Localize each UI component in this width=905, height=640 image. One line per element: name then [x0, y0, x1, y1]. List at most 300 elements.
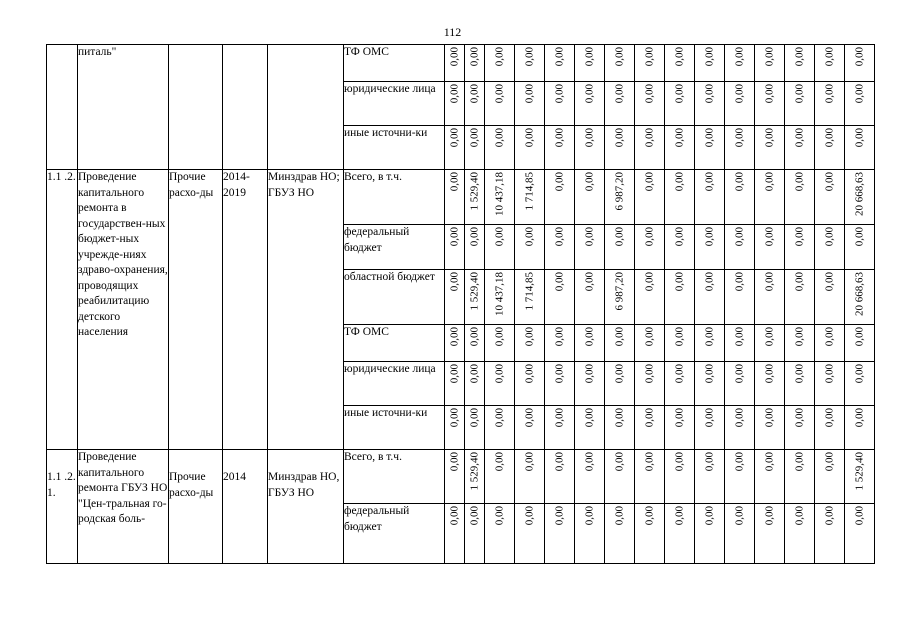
table-row: [47, 45, 875, 82]
amount-cell: [695, 126, 725, 170]
amount-cell: [845, 45, 875, 82]
amount-cell: [755, 362, 785, 406]
amount-cell: [465, 504, 485, 564]
amount-cell: [445, 126, 465, 170]
amount-value: 1 529,40: [468, 172, 481, 211]
amount-value: 0,00: [448, 452, 461, 472]
amount-value: 0,00: [733, 272, 746, 292]
amount-cell: [575, 82, 605, 126]
amount-cell: [815, 126, 845, 170]
amount-cell: [605, 82, 635, 126]
amount-cell: [815, 406, 845, 450]
amount-cell: [515, 170, 545, 225]
amount-cell: [695, 362, 725, 406]
funding-source-cell: ТФ ОМС: [344, 325, 445, 362]
amount-value: 0,00: [703, 172, 716, 192]
amount-value: 0,00: [643, 408, 656, 428]
amount-cell: [575, 325, 605, 362]
amount-cell: [785, 504, 815, 564]
amount-cell: [845, 362, 875, 406]
period-cell: 2014-2019: [223, 170, 268, 450]
amount-value: 0,00: [583, 47, 596, 67]
amount-value: 0,00: [643, 327, 656, 347]
item-number-cell: [47, 45, 78, 170]
amount-cell: [545, 82, 575, 126]
amount-cell: [695, 45, 725, 82]
amount-cell: [815, 270, 845, 325]
amount-cell: [465, 450, 485, 504]
amount-cell: [695, 406, 725, 450]
amount-cell: [465, 270, 485, 325]
executor-cell: Минздрав НО; ГБУЗ НО: [268, 170, 344, 450]
amount-cell: [605, 225, 635, 270]
amount-value: 0,00: [523, 327, 536, 347]
amount-value: 10 437,18: [493, 172, 506, 216]
amount-cell: [725, 325, 755, 362]
amount-value: 0,00: [448, 364, 461, 384]
amount-cell: [845, 406, 875, 450]
amount-cell: [695, 170, 725, 225]
amount-value: 0,00: [493, 128, 506, 148]
amount-cell: [635, 270, 665, 325]
amount-cell: [845, 504, 875, 564]
amount-cell: [755, 225, 785, 270]
amount-cell: [605, 170, 635, 225]
amount-cell: [635, 170, 665, 225]
amount-value: 0,00: [853, 506, 866, 526]
amount-cell: [785, 362, 815, 406]
amount-value: 0,00: [583, 327, 596, 347]
amount-cell: [445, 504, 465, 564]
amount-cell: [445, 270, 465, 325]
amount-cell: [545, 126, 575, 170]
amount-value: 0,00: [493, 227, 506, 247]
amount-value: 0,00: [793, 506, 806, 526]
amount-value: 1 529,40: [468, 272, 481, 311]
amount-value: 0,00: [583, 506, 596, 526]
amount-cell: [755, 325, 785, 362]
amount-cell: [845, 82, 875, 126]
amount-cell: [635, 45, 665, 82]
amount-value: 0,00: [493, 47, 506, 67]
amount-value: 0,00: [673, 47, 686, 67]
amount-cell: [845, 170, 875, 225]
amount-cell: [695, 270, 725, 325]
amount-value: 20 668,63: [853, 172, 866, 216]
amount-cell: [515, 225, 545, 270]
amount-cell: [485, 225, 515, 270]
amount-value: 0,00: [613, 47, 626, 67]
amount-cell: [445, 362, 465, 406]
amount-cell: [755, 504, 785, 564]
amount-cell: [485, 504, 515, 564]
amount-value: 0,00: [583, 408, 596, 428]
amount-cell: [725, 225, 755, 270]
table-body: [47, 45, 875, 564]
amount-cell: [815, 504, 845, 564]
amount-cell: [815, 225, 845, 270]
amount-value: 0,00: [793, 47, 806, 67]
amount-value: 0,00: [673, 506, 686, 526]
amount-cell: [665, 362, 695, 406]
amount-value: 0,00: [703, 506, 716, 526]
amount-value: 0,00: [763, 408, 776, 428]
amount-cell: [725, 126, 755, 170]
amount-cell: [545, 362, 575, 406]
amount-value: 0,00: [823, 272, 836, 292]
amount-cell: [785, 126, 815, 170]
amount-cell: [755, 270, 785, 325]
amount-value: 0,00: [733, 172, 746, 192]
amount-cell: [845, 270, 875, 325]
amount-cell: [785, 82, 815, 126]
amount-cell: [545, 225, 575, 270]
amount-value: 0,00: [763, 272, 776, 292]
amount-value: 0,00: [763, 84, 776, 104]
amount-cell: [785, 270, 815, 325]
amount-value: 0,00: [853, 364, 866, 384]
amount-value: 0,00: [493, 506, 506, 526]
amount-value: 0,00: [793, 172, 806, 192]
amount-value: 0,00: [703, 227, 716, 247]
amount-value: 0,00: [733, 47, 746, 67]
amount-cell: [725, 82, 755, 126]
amount-value: 0,00: [793, 84, 806, 104]
amount-cell: [465, 406, 485, 450]
amount-value: 0,00: [673, 172, 686, 192]
amount-cell: [815, 450, 845, 504]
amount-cell: [695, 82, 725, 126]
amount-cell: [695, 325, 725, 362]
amount-value: 0,00: [583, 128, 596, 148]
amount-cell: [545, 406, 575, 450]
amount-value: 0,00: [613, 364, 626, 384]
amount-cell: [485, 362, 515, 406]
amount-value: 0,00: [793, 452, 806, 472]
amount-value: 0,00: [553, 327, 566, 347]
amount-value: 0,00: [763, 227, 776, 247]
amount-value: 0,00: [703, 408, 716, 428]
item-name-cell: питаль": [78, 45, 169, 170]
amount-cell: [545, 45, 575, 82]
amount-cell: [635, 126, 665, 170]
executor-cell: [268, 45, 344, 170]
amount-value: 0,00: [468, 327, 481, 347]
amount-value: 0,00: [673, 272, 686, 292]
amount-value: 0,00: [468, 227, 481, 247]
amount-value: 0,00: [823, 327, 836, 347]
amount-value: 0,00: [733, 506, 746, 526]
amount-value: 0,00: [553, 227, 566, 247]
amount-cell: [445, 325, 465, 362]
amount-value: 0,00: [643, 84, 656, 104]
amount-cell: [485, 170, 515, 225]
amount-value: 6 987,20: [613, 272, 626, 311]
amount-cell: [485, 126, 515, 170]
amount-value: 0,00: [553, 272, 566, 292]
amount-cell: [465, 45, 485, 82]
amount-value: 0,00: [613, 408, 626, 428]
amount-cell: [605, 504, 635, 564]
amount-cell: [815, 82, 845, 126]
amount-cell: [635, 450, 665, 504]
amount-value: 0,00: [553, 128, 566, 148]
amount-value: 0,00: [613, 327, 626, 347]
amount-value: 1 714,85: [523, 172, 536, 211]
amount-value: 0,00: [468, 364, 481, 384]
amount-value: 0,00: [733, 128, 746, 148]
amount-value: 0,00: [853, 227, 866, 247]
amount-value: 0,00: [493, 364, 506, 384]
amount-value: 0,00: [613, 506, 626, 526]
amount-value: 0,00: [583, 272, 596, 292]
page-number: 112: [443, 25, 462, 39]
amount-value: 0,00: [853, 327, 866, 347]
amount-value: 0,00: [448, 327, 461, 347]
amount-cell: [725, 362, 755, 406]
amount-cell: [665, 270, 695, 325]
amount-value: 0,00: [823, 364, 836, 384]
amount-value: 0,00: [793, 364, 806, 384]
amount-value: 0,00: [468, 506, 481, 526]
amount-value: 0,00: [823, 84, 836, 104]
amount-value: 0,00: [448, 172, 461, 192]
amount-value: 0,00: [733, 327, 746, 347]
amount-value: 1 714,85: [523, 272, 536, 311]
amount-value: 0,00: [523, 452, 536, 472]
amount-cell: [665, 225, 695, 270]
amount-value: 0,00: [523, 128, 536, 148]
funding-source-cell: юридические лица: [344, 362, 445, 406]
amount-value: 0,00: [673, 128, 686, 148]
amount-value: 0,00: [793, 327, 806, 347]
amount-value: 0,00: [703, 128, 716, 148]
amount-value: 0,00: [673, 452, 686, 472]
amount-value: 1 529,40: [853, 452, 866, 491]
amount-value: 0,00: [733, 408, 746, 428]
amount-value: 0,00: [583, 452, 596, 472]
period-cell: [223, 45, 268, 170]
amount-cell: [605, 45, 635, 82]
amount-cell: [665, 504, 695, 564]
amount-cell: [575, 270, 605, 325]
amount-value: 0,00: [553, 452, 566, 472]
amount-cell: [635, 225, 665, 270]
amount-value: 0,00: [448, 128, 461, 148]
amount-cell: [605, 126, 635, 170]
amount-cell: [845, 450, 875, 504]
amount-cell: [465, 170, 485, 225]
amount-value: 0,00: [523, 227, 536, 247]
amount-value: 0,00: [733, 364, 746, 384]
amount-cell: [575, 450, 605, 504]
amount-cell: [515, 325, 545, 362]
amount-cell: [545, 504, 575, 564]
amount-cell: [725, 504, 755, 564]
amount-value: 0,00: [643, 172, 656, 192]
amount-cell: [845, 225, 875, 270]
amount-cell: [665, 406, 695, 450]
amount-cell: [445, 45, 465, 82]
amount-cell: [515, 450, 545, 504]
amount-cell: [665, 170, 695, 225]
amount-value: 0,00: [793, 408, 806, 428]
amount-cell: [845, 126, 875, 170]
amount-value: 0,00: [853, 408, 866, 428]
amount-cell: [575, 362, 605, 406]
amount-value: 0,00: [448, 408, 461, 428]
amount-cell: [445, 82, 465, 126]
amount-value: 0,00: [643, 227, 656, 247]
amount-value: 0,00: [553, 172, 566, 192]
amount-value: 0,00: [763, 452, 776, 472]
funding-source-cell: областной бюджет: [344, 270, 445, 325]
table-row: [47, 170, 875, 225]
amount-cell: [445, 170, 465, 225]
amount-cell: [785, 325, 815, 362]
amount-value: 0,00: [703, 47, 716, 67]
amount-cell: [605, 325, 635, 362]
amount-cell: [725, 270, 755, 325]
amount-value: 0,00: [763, 128, 776, 148]
amount-value: 0,00: [553, 408, 566, 428]
amount-value: 0,00: [553, 506, 566, 526]
amount-cell: [665, 126, 695, 170]
amount-cell: [635, 406, 665, 450]
amount-cell: [695, 450, 725, 504]
amount-cell: [785, 406, 815, 450]
funding-source-cell: иные источни-ки: [344, 126, 445, 170]
amount-cell: [635, 325, 665, 362]
amount-value: 0,00: [448, 272, 461, 292]
funding-source-cell: иные источни-ки: [344, 406, 445, 450]
amount-value: 0,00: [853, 128, 866, 148]
expense-type-cell: [169, 45, 223, 170]
amount-value: 0,00: [823, 506, 836, 526]
item-number-cell: 1.1 .2.: [47, 170, 78, 450]
item-name-cell: Проведение капитального ремонта ГБУЗ НО "Цен-тральная го-родская боль-: [78, 450, 169, 564]
amount-value: 20 668,63: [853, 272, 866, 316]
amount-value: 0,00: [493, 408, 506, 428]
amount-cell: [545, 170, 575, 225]
amount-cell: [785, 450, 815, 504]
amount-cell: [545, 270, 575, 325]
amount-value: 0,00: [733, 452, 746, 472]
amount-cell: [845, 325, 875, 362]
amount-cell: [465, 362, 485, 406]
table-row: [47, 450, 875, 504]
amount-value: 6 987,20: [613, 172, 626, 211]
amount-cell: [485, 82, 515, 126]
amount-cell: [515, 504, 545, 564]
amount-value: 0,00: [493, 327, 506, 347]
amount-value: 0,00: [613, 84, 626, 104]
amount-value: 0,00: [823, 227, 836, 247]
amount-value: 0,00: [643, 272, 656, 292]
amount-cell: [815, 325, 845, 362]
amount-cell: [815, 362, 845, 406]
amount-cell: [785, 170, 815, 225]
amount-value: 0,00: [763, 364, 776, 384]
amount-cell: [605, 406, 635, 450]
amount-value: 0,00: [468, 84, 481, 104]
amount-cell: [465, 82, 485, 126]
amount-cell: [605, 362, 635, 406]
amount-cell: [545, 325, 575, 362]
amount-value: 0,00: [853, 84, 866, 104]
amount-value: 0,00: [613, 452, 626, 472]
amount-cell: [725, 406, 755, 450]
amount-cell: [725, 45, 755, 82]
amount-value: 0,00: [448, 506, 461, 526]
amount-cell: [575, 45, 605, 82]
amount-cell: [605, 450, 635, 504]
amount-value: 0,00: [643, 506, 656, 526]
amount-cell: [575, 126, 605, 170]
amount-value: 0,00: [793, 128, 806, 148]
amount-cell: [755, 170, 785, 225]
amount-cell: [465, 325, 485, 362]
amount-value: 0,00: [733, 227, 746, 247]
amount-cell: [665, 450, 695, 504]
amount-value: 0,00: [823, 47, 836, 67]
funding-source-cell: ТФ ОМС: [344, 45, 445, 82]
expense-type-cell: Прочие расхо-ды: [169, 450, 223, 564]
amount-value: 0,00: [523, 84, 536, 104]
amount-cell: [575, 225, 605, 270]
funding-source-cell: Всего, в т.ч.: [344, 170, 445, 225]
amount-value: 0,00: [703, 327, 716, 347]
amount-cell: [785, 225, 815, 270]
amount-cell: [755, 126, 785, 170]
amount-value: 0,00: [673, 327, 686, 347]
amount-value: 10 437,18: [493, 272, 506, 316]
amount-cell: [445, 406, 465, 450]
amount-value: 0,00: [733, 84, 746, 104]
amount-value: 0,00: [793, 272, 806, 292]
amount-cell: [465, 126, 485, 170]
amount-cell: [575, 504, 605, 564]
amount-value: 0,00: [553, 364, 566, 384]
expense-type-cell: Прочие расхо-ды: [169, 170, 223, 450]
funding-source-cell: Всего, в т.ч.: [344, 450, 445, 504]
amount-cell: [485, 450, 515, 504]
amount-value: 0,00: [553, 47, 566, 67]
amount-value: 1 529,40: [468, 452, 481, 491]
funding-source-cell: федеральный бюджет: [344, 504, 445, 564]
amount-cell: [545, 450, 575, 504]
amount-cell: [695, 504, 725, 564]
item-name-cell: Проведение капитального ремонта в государствен-ных бюджет-ных учрежде-ниях здраво-охранения, проводящих реабилитацию детского населения: [78, 170, 169, 450]
amount-cell: [815, 45, 845, 82]
amount-cell: [605, 270, 635, 325]
amount-value: 0,00: [643, 128, 656, 148]
amount-value: 0,00: [613, 227, 626, 247]
amount-cell: [485, 406, 515, 450]
amount-value: 0,00: [673, 408, 686, 428]
amount-cell: [725, 450, 755, 504]
amount-cell: [635, 82, 665, 126]
amount-value: 0,00: [673, 364, 686, 384]
amount-value: 0,00: [553, 84, 566, 104]
amount-cell: [515, 406, 545, 450]
amount-cell: [635, 362, 665, 406]
funding-table: [46, 44, 875, 564]
amount-value: 0,00: [763, 172, 776, 192]
amount-value: 0,00: [643, 47, 656, 67]
amount-value: 0,00: [583, 172, 596, 192]
amount-cell: [815, 170, 845, 225]
